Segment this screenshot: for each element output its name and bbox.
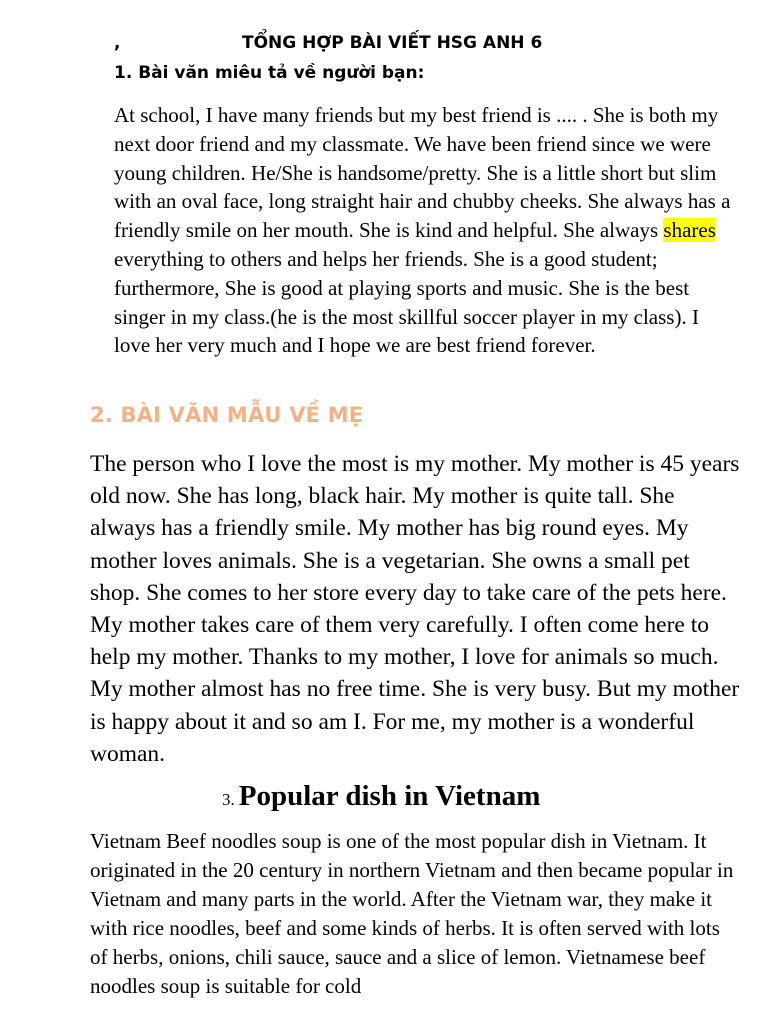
- section-3-paragraph: Vietnam Beef noodles soup is one of the most popular dish in Vietnam. It originated in the 20 century in northern Vietnam and then became popular in Vietnam and many parts in the world. After the Vietnam war, they make it with rice noodles, beef and some kinds of herbs. It is often served with lots of herbs, onions, chili sauce, sauce and a slice of lemon. Vietnamese beef noodles soup is suitable for cold: [90, 829, 734, 998]
- highlighted-word: shares: [663, 218, 716, 243]
- section-2-paragraph: The person who I love the most is my mother. My mother is 45 years old now. She has long, black hair. My mother is quite tall. She always has a friendly smile. My mother has big round eyes. My mother loves animals. She is a vegetarian. She owns a small pet shop. She comes to her store every day to take care of the pets here. My mother takes care of them very carefully. I often come here to help my mother. Thanks to my mother, I love for animals so much. My mother almost has no free time. She is very busy. But my mother is happy about it and so am I. For me, my mother is a wonderful woman.: [90, 451, 740, 767]
- section-1-paragraph: [114, 101, 738, 360]
- section-1-heading: 1. Bài văn miêu tả về người bạn:: [114, 63, 425, 83]
- section-3-heading: [222, 780, 540, 813]
- header-comma: ,: [114, 33, 121, 53]
- section-2-heading: 2. BÀI VĂN MẪU VỀ MẸ: [90, 403, 364, 427]
- section-3-title: Popular dish in Vietnam: [238, 780, 541, 812]
- section-3-number: 3.: [222, 790, 235, 809]
- document-header: [0, 33, 768, 57]
- section-1-text-after: everything to others and helps her friends. She is a good student; furthermore, She is good at playing sports and music. She is the best singer in my class.(he is the most skillful soccer player in my class). I love her very much and I hope we are best friend forever.: [114, 246, 699, 358]
- document-title: TỔNG HỢP BÀI VIẾT HSG ANH 6: [242, 33, 543, 53]
- section-1-text-before: At school, I have many friends but my best friend is .... . She is both my next door friend and my classmate. We have been friend since we were young children. He/She is handsome/pretty. She is a little short but slim with an oval face, long straight hair and chubby cheeks. She always has a friendly smile on her mouth. She is kind and helpful. She always: [114, 103, 731, 243]
